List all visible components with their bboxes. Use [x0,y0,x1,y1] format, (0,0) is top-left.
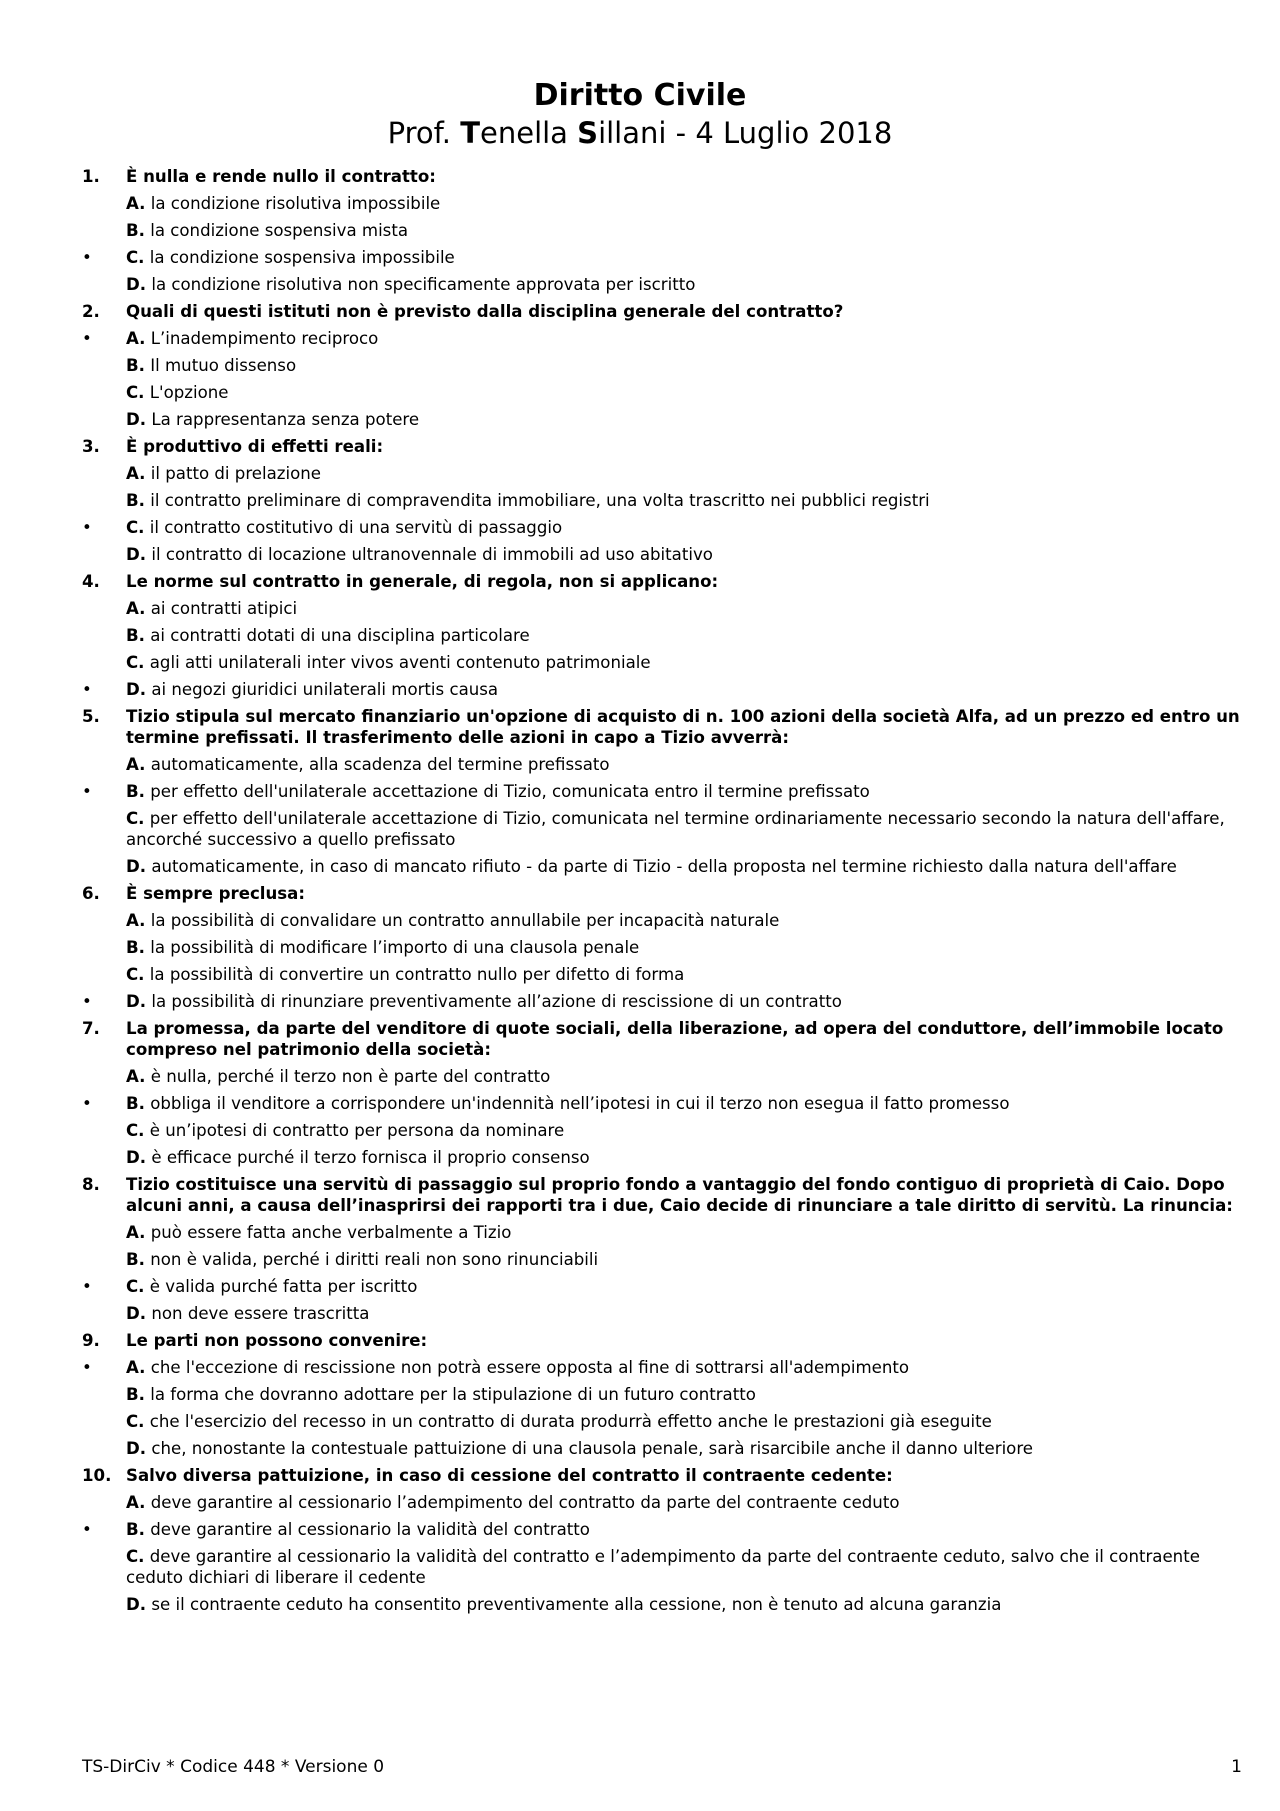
answer-letter: C. [126,248,145,267]
answer-option [0,274,1280,295]
answer-letter: B. [126,1385,145,1404]
question-line [0,706,1280,748]
question-line [0,1465,1280,1486]
answer-option [0,382,1280,403]
answer-letter: A. [126,1493,146,1512]
answer-option [0,409,1280,430]
answer-letter: D. [126,992,147,1011]
answer-letter: A. [126,194,146,213]
answer-text: automaticamente, in caso di mancato rifiuto - da parte di Tizio - della proposta nel termine richiesto dalla natura dell'affare [146,857,1177,876]
question-text: È sempre preclusa: [126,884,305,903]
answer-letter: D. [126,1439,147,1458]
answer-text: che l'eccezione di rescissione non potrà essere opposta al fine di sottrarsi all'adempimento [145,1358,910,1377]
answer-letter: A. [126,1067,146,1086]
correct-answer-bullet: • [82,782,92,801]
answer-text: agli atti unilaterali inter vivos aventi contenuto patrimoniale [144,653,651,672]
answer-text: la forma che dovranno adottare per la stipulazione di un futuro contratto [144,1385,756,1404]
answer-text: non è valida, perché i diritti reali non sono rinunciabili [144,1250,599,1269]
answer-text: la condizione risolutiva impossibile [145,194,441,213]
subtitle-initial: S [577,116,599,150]
question-item [0,571,1280,700]
answer-option [0,937,1280,958]
answer-text: può essere fatta anche verbalmente a Tizio [145,1223,512,1242]
answer-option [0,1438,1280,1459]
answer-text: che, nonostante la contestuale pattuizione di una clausola penale, sarà risarcibile anche il danno ulteriore [146,1439,1034,1458]
correct-answer-bullet: • [82,1358,92,1377]
answer-option [0,754,1280,775]
answer-text: deve garantire al cessionario la validità del contratto [144,1520,590,1539]
answer-text: è un’ipotesi di contratto per persona da nominare [144,1121,565,1140]
answer-text: deve garantire al cessionario la validità del contratto e l’adempimento da parte del contraente ceduto, salvo che il contraente ceduto dichiari di liberare il cedente [126,1547,1200,1587]
answer-option [0,1411,1280,1432]
answer-letter: B. [126,782,145,801]
answer-letter: B. [126,1250,145,1269]
correct-answer-bullet: • [82,1520,92,1539]
subtitle-part: illani - 4 Luglio 2018 [598,116,893,150]
question-text: Le parti non possono convenire: [126,1331,428,1350]
correct-answer-bullet: • [82,992,92,1011]
answer-letter: B. [126,1520,145,1539]
answer-letter: A. [126,755,146,774]
answer-letter: D. [126,545,147,564]
question-line [0,301,1280,322]
answer-letter: C. [126,965,145,984]
answer-text: la possibilità di convertire un contratto nullo per difetto di forma [144,965,685,984]
answer-letter: B. [126,221,145,240]
answer-letter: B. [126,626,145,645]
answer-option [0,679,1280,700]
answer-letter: C. [126,653,145,672]
answer-option [0,991,1280,1012]
answer-letter: A. [126,911,146,930]
answer-letter: B. [126,356,145,375]
answer-text: La rappresentanza senza potere [146,410,420,429]
answer-option [0,910,1280,931]
answer-text: Il mutuo dissenso [144,356,297,375]
answer-letter: B. [126,938,145,957]
correct-answer-bullet: • [82,1277,92,1296]
answer-letter: C. [126,809,145,828]
answer-letter: A. [126,1358,146,1377]
answer-letter: D. [126,680,147,699]
answer-option [0,328,1280,349]
question-item [0,1174,1280,1324]
answer-text: obbliga il venditore a corrispondere un'indennità nell’ipotesi in cui il terzo non esegua il fatto promesso [144,1094,1010,1113]
answer-text: la possibilità di rinunziare preventivamente all’azione di rescissione di un contratto [146,992,842,1011]
answer-letter: D. [126,410,147,429]
question-number: 5. [82,707,100,726]
subtitle-part: enella [480,116,578,150]
answer-letter: C. [126,1277,145,1296]
question-text: Salvo diversa pattuizione, in caso di cessione del contratto il contraente cedente: [126,1466,893,1485]
answer-option [0,1249,1280,1270]
answer-text: è valida purché fatta per iscritto [144,1277,418,1296]
answer-option [0,856,1280,877]
answer-text: per effetto dell'unilaterale accettazione di Tizio, comunicata entro il termine prefissato [144,782,870,801]
answer-option [0,1222,1280,1243]
question-text: È nulla e rende nullo il contratto: [126,167,436,186]
answer-text: ai contratti atipici [145,599,298,618]
answer-text: il contratto costitutivo di una servitù di passaggio [144,518,563,537]
question-number: 7. [82,1019,100,1038]
correct-answer-bullet: • [82,1094,92,1113]
question-text: Tizio stipula sul mercato finanziario un'opzione di acquisto di n. 100 azioni della società Alfa, ad un prezzo ed entro un termine prefissati. Il trasferimento delle azioni in capo a Tizio avverrà: [126,707,1240,747]
answer-letter: A. [126,329,146,348]
answer-option [0,544,1280,565]
question-line [0,883,1280,904]
question-text: La promessa, da parte del venditore di quote sociali, della liberazione, ad opera del conduttore, dell’immobile locato compreso nel patrimonio della società: [126,1019,1224,1059]
answer-option [0,1357,1280,1378]
answer-text: la condizione sospensiva mista [144,221,409,240]
answer-option [0,1492,1280,1513]
question-number: 6. [82,884,100,903]
answer-letter: A. [126,1223,146,1242]
answer-text: L'opzione [144,383,229,402]
question-item [0,1018,1280,1168]
question-text: Le norme sul contratto in generale, di regola, non si applicano: [126,572,719,591]
answer-letter: B. [126,491,145,510]
answer-option [0,355,1280,376]
question-item [0,706,1280,877]
answer-text: non deve essere trascritta [146,1304,370,1323]
answer-letter: C. [126,1412,145,1431]
page-number: 1 [1231,1757,1242,1777]
question-number: 9. [82,1331,100,1350]
subtitle-initial: T [460,116,480,150]
answer-option [0,1303,1280,1324]
question-number: 10. [82,1466,112,1485]
answer-letter: D. [126,275,147,294]
answer-option [0,1384,1280,1405]
question-item [0,301,1280,430]
answer-option [0,625,1280,646]
question-item [0,883,1280,1012]
answer-option [0,781,1280,802]
answer-text: è efficace purché il terzo fornisca il proprio consenso [146,1148,590,1167]
answer-option [0,964,1280,985]
answer-text: è nulla, perché il terzo non è parte del contratto [145,1067,551,1086]
question-item [0,1465,1280,1615]
answer-letter: B. [126,1094,145,1113]
subtitle-part: Prof. [387,116,461,150]
answer-letter: D. [126,1595,147,1614]
answer-option [0,1594,1280,1615]
answer-text: la possibilità di convalidare un contratto annullabile per incapacità naturale [145,911,780,930]
correct-answer-bullet: • [82,518,92,537]
answer-option [0,652,1280,673]
correct-answer-bullet: • [82,680,92,699]
question-line [0,1330,1280,1351]
answer-option [0,1093,1280,1114]
answer-letter: D. [126,1148,147,1167]
answer-text: deve garantire al cessionario l’adempimento del contratto da parte del contraente ceduto [145,1493,900,1512]
question-item [0,436,1280,565]
answer-letter: A. [126,599,146,618]
answer-option [0,808,1280,850]
question-line [0,571,1280,592]
answer-letter: C. [126,383,145,402]
answer-option [0,1066,1280,1087]
question-list [0,166,1280,1621]
answer-option [0,1147,1280,1168]
question-number: 1. [82,167,100,186]
answer-text: che l'esercizio del recesso in un contratto di durata produrrà effetto anche le prestazioni già eseguite [144,1412,992,1431]
answer-option [0,1276,1280,1297]
question-number: 3. [82,437,100,456]
answer-text: il contratto di locazione ultranovennale di immobili ad uso abitativo [146,545,713,564]
answer-text: la possibilità di modificare l’importo di una clausola penale [144,938,640,957]
question-line [0,166,1280,187]
answer-option [0,517,1280,538]
question-item [0,1330,1280,1459]
answer-text: per effetto dell'unilaterale accettazione di Tizio, comunicata nel termine ordinariamente necessario secondo la natura dell'affare, ancorché successivo a quello prefissato [126,809,1225,849]
answer-option [0,193,1280,214]
question-number: 4. [82,572,100,591]
question-number: 8. [82,1175,100,1194]
footer-code: TS-DirCiv * Codice 448 * Versione 0 [82,1757,385,1777]
question-text: Quali di questi istituti non è previsto dalla disciplina generale del contratto? [126,302,844,321]
answer-option [0,247,1280,268]
answer-letter: A. [126,464,146,483]
answer-letter: C. [126,1121,145,1140]
question-line [0,1174,1280,1216]
answer-letter: D. [126,1304,147,1323]
answer-letter: C. [126,1547,145,1566]
answer-option [0,1519,1280,1540]
answer-text: L’inadempimento reciproco [145,329,379,348]
answer-text: il contratto preliminare di compravendita immobiliare, una volta trascritto nei pubblici registri [144,491,930,510]
question-number: 2. [82,302,100,321]
answer-option [0,598,1280,619]
question-line [0,436,1280,457]
answer-text: automaticamente, alla scadenza del termine prefissato [145,755,610,774]
page-title: Diritto Civile [533,78,747,113]
answer-option [0,463,1280,484]
answer-text: ai negozi giuridici unilaterali mortis causa [146,680,499,699]
page-subtitle [0,115,1280,151]
answer-option [0,1120,1280,1141]
question-item [0,166,1280,295]
answer-text: la condizione sospensiva impossibile [144,248,455,267]
answer-option [0,1546,1280,1588]
answer-text: la condizione risolutiva non specificamente approvata per iscritto [146,275,696,294]
correct-answer-bullet: • [82,329,92,348]
answer-text: se il contraente ceduto ha consentito preventivamente alla cessione, non è tenuto ad alcuna garanzia [146,1595,1002,1614]
question-line [0,1018,1280,1060]
answer-option [0,490,1280,511]
question-text: Tizio costituisce una servitù di passaggio sul proprio fondo a vantaggio del fondo contiguo di proprietà di Caio. Dopo alcuni anni, a causa dell’inasprirsi dei rapporti tra i due, Caio decide di rinunciare a tale diritto di servitù. La rinuncia: [126,1175,1233,1215]
answer-text: ai contratti dotati di una disciplina particolare [144,626,530,645]
answer-option [0,220,1280,241]
correct-answer-bullet: • [82,248,92,267]
question-text: È produttivo di effetti reali: [126,437,384,456]
answer-letter: D. [126,857,147,876]
answer-letter: C. [126,518,145,537]
answer-text: il patto di prelazione [145,464,321,483]
